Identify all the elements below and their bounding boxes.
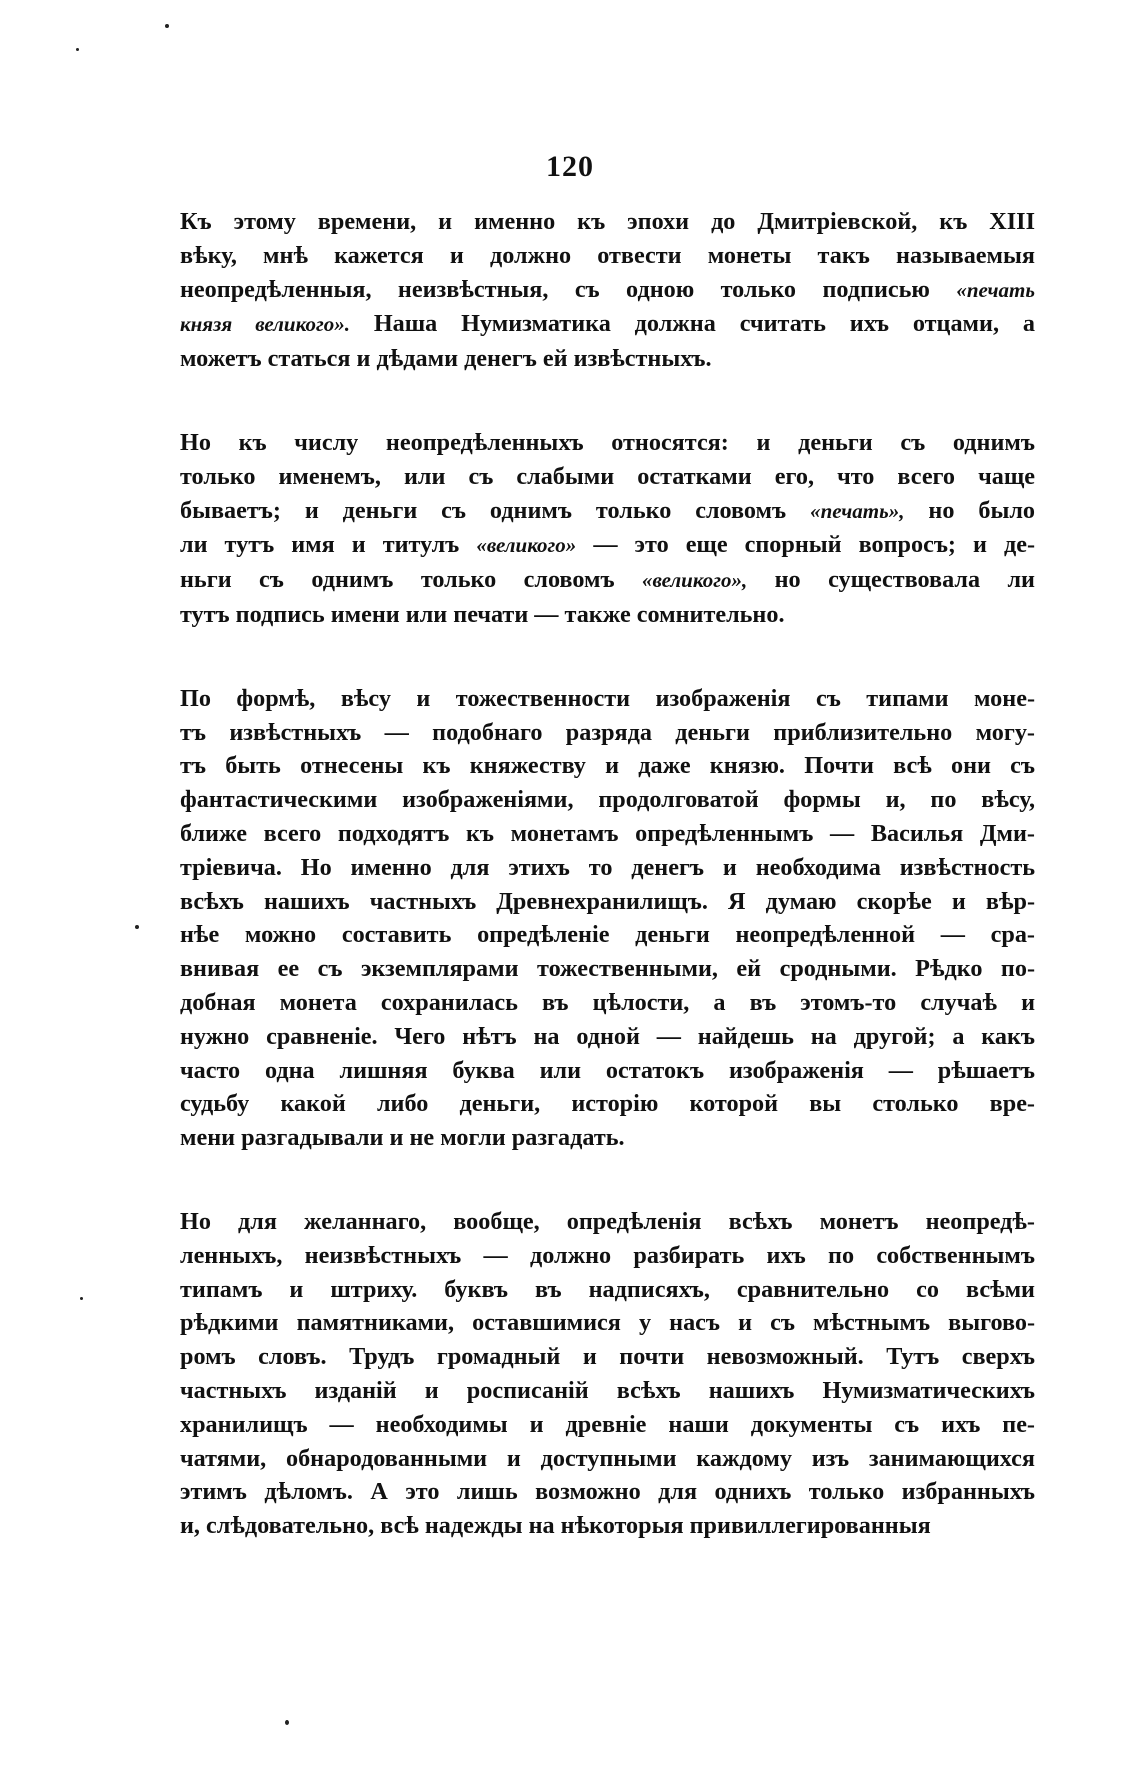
text-line: ближе всего подходятъ къ монетамъ опредѣленнымъ — Василья Дми- (180, 819, 1035, 847)
text-line: и, слѣдовательно, всѣ надежды на нѣкоторыя привиллегированныя (180, 1512, 931, 1540)
italic-phrase: «печать», (810, 498, 905, 523)
scan-speck (135, 925, 139, 929)
text-line: только именемъ, или съ слабыми остатками его, что всего чаще (180, 462, 1035, 490)
text-line: рѣдкими памятниками, оставшимися у насъ и съ мѣстнымъ выгово- (180, 1309, 1035, 1337)
italic-phrase: «печать (956, 277, 1035, 302)
body-text (180, 205, 1035, 1543)
scan-speck (165, 24, 169, 28)
text-line: мени разгадывали и не могли разгадать. (180, 1124, 625, 1152)
text-line: нѣе можно составить опредѣленіе деньги неопредѣленной — сра- (180, 921, 1035, 949)
text-line: всѣхъ нашихъ частныхъ Древнехранилищъ. Я думаю скорѣе и вѣр- (180, 887, 1035, 915)
text-line: типамъ и штриху. буквъ въ надписяхъ, сравнительно со всѣми (180, 1275, 1035, 1303)
text-line: ленныхъ, неизвѣстныхъ — должно разбирать ихъ по собственнымъ (180, 1241, 1035, 1269)
text-line: тъ быть отнесены къ княжеству и даже князю. Почти всѣ они съ (180, 752, 1035, 780)
text-line: фантастическими изображеніями, продолговатой формы и, по вѣсу, (180, 786, 1035, 814)
text-line: часто одна лишняя буква или остатокъ изображенія — рѣшаетъ (180, 1056, 1035, 1084)
italic-phrase: князя великого». (180, 312, 350, 337)
text-line: ньги съ однимъ только словомъ «великого», но существовала ли (180, 566, 1035, 594)
text-line: тріевича. Но именно для этихъ то денегъ и необходима извѣстность (180, 853, 1035, 881)
text-line: По формѣ, вѣсу и тожественности изображенія съ типами моне- (180, 684, 1035, 712)
scan-speck (80, 1297, 83, 1300)
text-line: Но для желаннаго, вообще, опредѣленія всѣхъ монетъ неопредѣ- (180, 1207, 1035, 1235)
page-number: 120 (546, 150, 594, 183)
italic-phrase: «великого», (641, 568, 748, 593)
scan-speck (285, 1720, 289, 1725)
paragraph-4 (180, 1205, 1035, 1543)
italic-phrase: «великого» (476, 533, 577, 558)
text-line: добная монета сохранилась въ цѣлости, а въ этомъ-то случаѣ и (180, 988, 1035, 1016)
text-line: Къ этому времени, и именно къ эпохи до Дмитріевской, къ XIII (180, 208, 1035, 235)
text-line: внивая ее съ экземплярами тожественными, ей сродными. Рѣдко по- (180, 955, 1035, 983)
text-line: неопредѣленныя, неизвѣстныя, съ одною только подписью «печать (180, 275, 1035, 303)
text-line: чатями, обнародованными и доступными каждому изъ занимающихся (180, 1444, 1035, 1472)
paragraph-3 (180, 682, 1035, 1155)
text-line: вѣку, мнѣ кажется и должно отвести монеты такъ называемыя (180, 241, 1035, 269)
text-line: можетъ статься и дѣдами денегъ ей извѣстныхъ. (180, 345, 712, 373)
text-line: нужно сравненіе. Чего нѣтъ на одной — найдешь на другой; а какъ (180, 1022, 1035, 1050)
text-line: судьбу какой либо деньги, исторію которой вы столько вре- (180, 1090, 1035, 1118)
text-line: князя великого». Наша Нумизматика должна считать ихъ отцами, а (180, 310, 1035, 338)
scan-speck (76, 48, 79, 51)
text-line: тъ извѣстныхъ — подобнаго разряда деньги приблизительно могу- (180, 718, 1035, 746)
text-line: бываетъ; и деньги съ однимъ только словомъ «печать», но было (180, 496, 1035, 524)
text-line: хранилищъ — необходимы и древніе наши документы съ ихъ пе- (180, 1410, 1035, 1438)
text-line: этимъ дѣломъ. А это лишь возможно для однихъ только избранныхъ (180, 1478, 1035, 1506)
text-line: ромъ словъ. Трудъ громадный и почти невозможный. Тутъ сверхъ (180, 1343, 1035, 1371)
text-line: ли тутъ имя и титулъ «великого» — это еще спорный вопросъ; и де- (180, 531, 1035, 559)
text-line: Но къ числу неопредѣленныхъ относятся: и деньги съ однимъ (180, 428, 1035, 456)
text-line: частныхъ изданій и росписаній всѣхъ нашихъ Нумизматическихъ (180, 1376, 1035, 1404)
paragraph-2 (180, 426, 1035, 632)
text-line: тутъ подпись имени или печати — также сомнительно. (180, 600, 785, 628)
paragraph-1 (180, 205, 1035, 376)
